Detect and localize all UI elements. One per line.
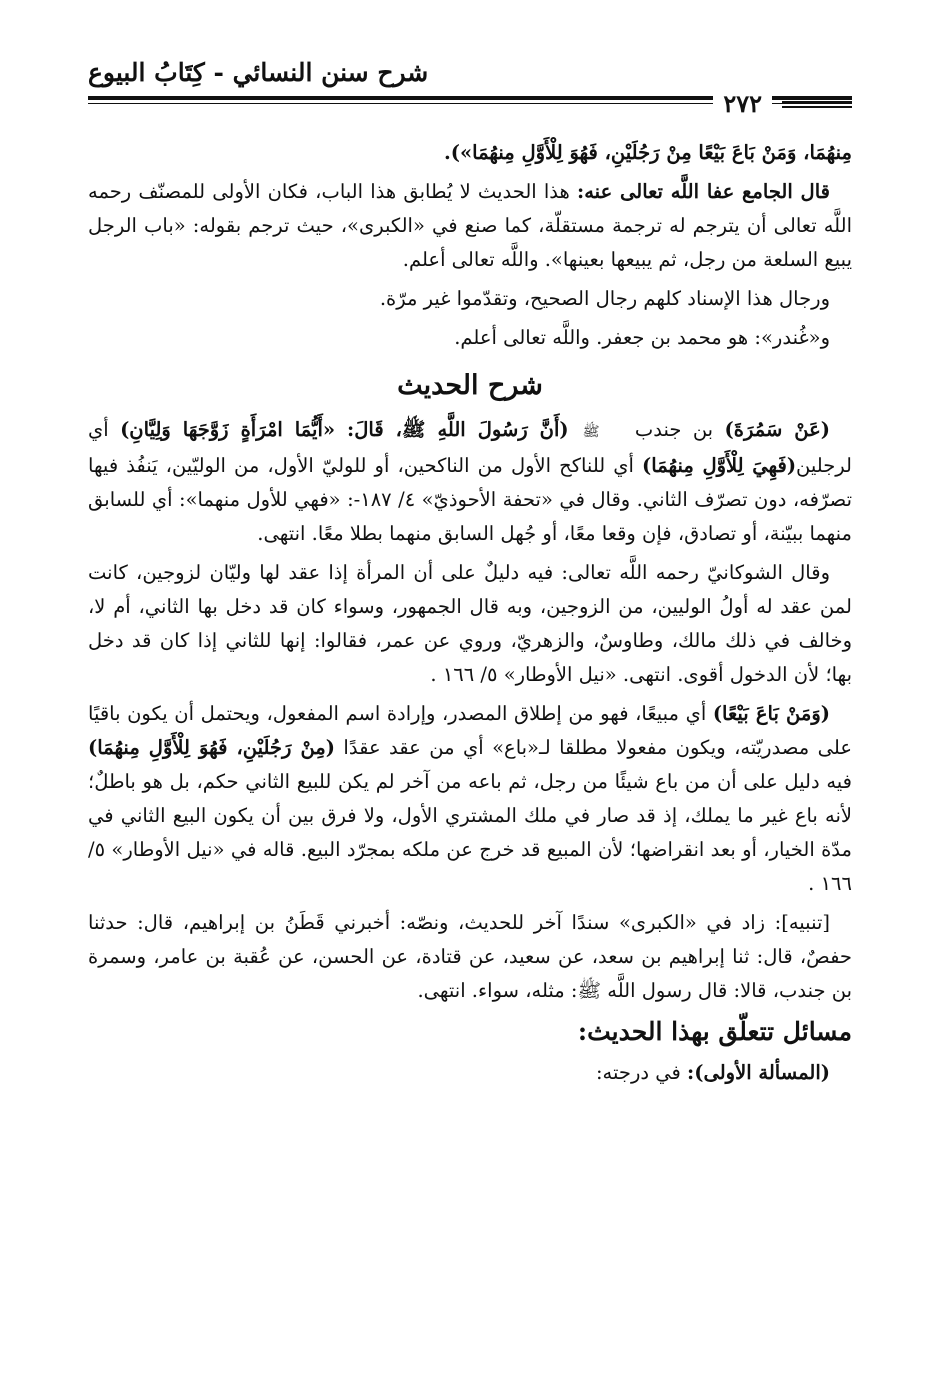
paragraph-explanation-1: (عَنْ سَمُرَةَ) بن جندب ﷺ (أَنَّ رَسُولَ اللَّهِ ﷺ، قَالَ: «أَيُّمَا امْرَأَةٍ زَوَّجَهَا وَلِيَّانِ) أي لرجلين(فَهِيَ لِلْأَوَّلِ مِنهُمَا) أي للناكح الأول من الناكحين، أو للوليّ الأول، من الوليّين، يَنفُذ فيها تصرّفه، دون تصرّف الثاني. وقال في «تحفة الأحوذيّ» ٤/ ١٨٧-: «فهي للأول منهما»: أي للسابق منهما ببيّنة، أو تصادق، فإن وقعا معًا، أو جُهل السابق منهما بطلا معًا. انتهى. <box>88 413 852 551</box>
page-number: ٢٧٢ <box>713 90 772 118</box>
document-page <box>88 50 852 1350</box>
page-header <box>88 50 852 118</box>
page-number-rules <box>782 96 852 110</box>
paragraph-hadith-end: مِنهُمَا، وَمَنْ بَاعَ بَيْعًا مِنْ رَجُلَيْنِ، فَهُوَ لِلْأَوَّلِ مِنهُمَا»). <box>443 141 852 164</box>
compiler-note-text: هذا الحديث لا يُطابق هذا الباب، فكان الأولى للمصنّف رحمه اللَّه تعالى أن يترجم له ترجمة مستقلّة، كما صنع في «الكبرى»، حيث ترجم بقوله: «باب الرجل يبيع السلعة من رجل، ثم يبيعها بعينها». واللَّه تعالى أعلم. <box>88 180 852 271</box>
honorific-icon: ﷺ <box>582 424 600 440</box>
compiler-note-lead: قال الجامع عفا اللَّه تعالى عنه: <box>577 180 830 203</box>
paragraph-explanation-2: (وَمَنْ بَاعَ بَيْعًا) أي مبيعًا، فهو من إطلاق المصدر، وإرادة اسم المفعول، ويحتمل أن يكون باقيًا على مصدريّته، ويكون مفعولا مطلقا لـ«باع» أي من عقد عقدًا (مِنْ رَجُلَيْنِ، فَهُوَ لِلْأَوَّلِ مِنهُمَا) فيه دليل على أن من باع شيئًا من رجل، ثم باعه من آخر لم يكن للبيع الثاني حكم، بل هو باطلٌ؛ لأنه باع غير ما يملك، إذ قد صار في ملك المشتري الأول، ولا فرق بين أن يكون البيع الثاني في مدّة الخيار، أو بعد انقراضها؛ لأن المبيع قد خرج عن ملكه بمجرّد البيع. قاله في «نيل الأوطار» ٥/ ١٦٦ . <box>88 702 852 895</box>
paragraph-first-issue: (المسألة الأولى): في درجته: <box>595 1061 830 1084</box>
paragraph-narrators: ورجال هذا الإسناد كلهم رجال الصحيح، وتقدّموا غير مرّة. <box>379 287 830 310</box>
paragraph-notice: [تنبيه]: زاد في «الكبرى» سندًا آخر للحديث، ونصّه: أخبرني قَطَنُ بن إبراهيم، قال: حدثنا حفصٌ، قال: ثنا إبراهيم بن سعد، عن سعيد، عن قتادة، عن الحسن، عن عُقبة بن عامر، وسمرة بن جندب، قالا: قال رسول اللَّه ﷺ: مثله، سواء. انتهى. <box>88 911 852 1002</box>
paragraph-ghundar: و«غُندر»: هو محمد بن جعفر. واللَّه تعالى أعلم. <box>454 326 830 349</box>
paragraph-compiler-note <box>88 175 852 277</box>
section-title: شرح الحديث <box>397 370 543 401</box>
body-text <box>88 136 852 1090</box>
subsection-title: مسائل تتعلّق بهذا الحديث: <box>577 1017 852 1046</box>
running-title: شرح سنن النسائي - كِتَابُ البيوع <box>88 58 429 87</box>
paragraph-shawkani: وقال الشوكانيّ رحمه اللَّه تعالى: فيه دليلٌ على أن المرأة إذا عقد لها وليّان لزوجين، كانت لمن عقد له أولُ الوليين، من الزوجين، وبه قال الجمهور، وسواء كان قد دخل بها الثاني، أم لا، وخالف في ذلك مالك، وطاوسٌ، والزهريّ، وروي عن عمر، فقالوا: إنها للثاني إذا كان قد دخل بها؛ لأن الدخول أقوى. انتهى. «نيل الأوطار» ٥/ ١٦٦ . <box>88 561 852 686</box>
